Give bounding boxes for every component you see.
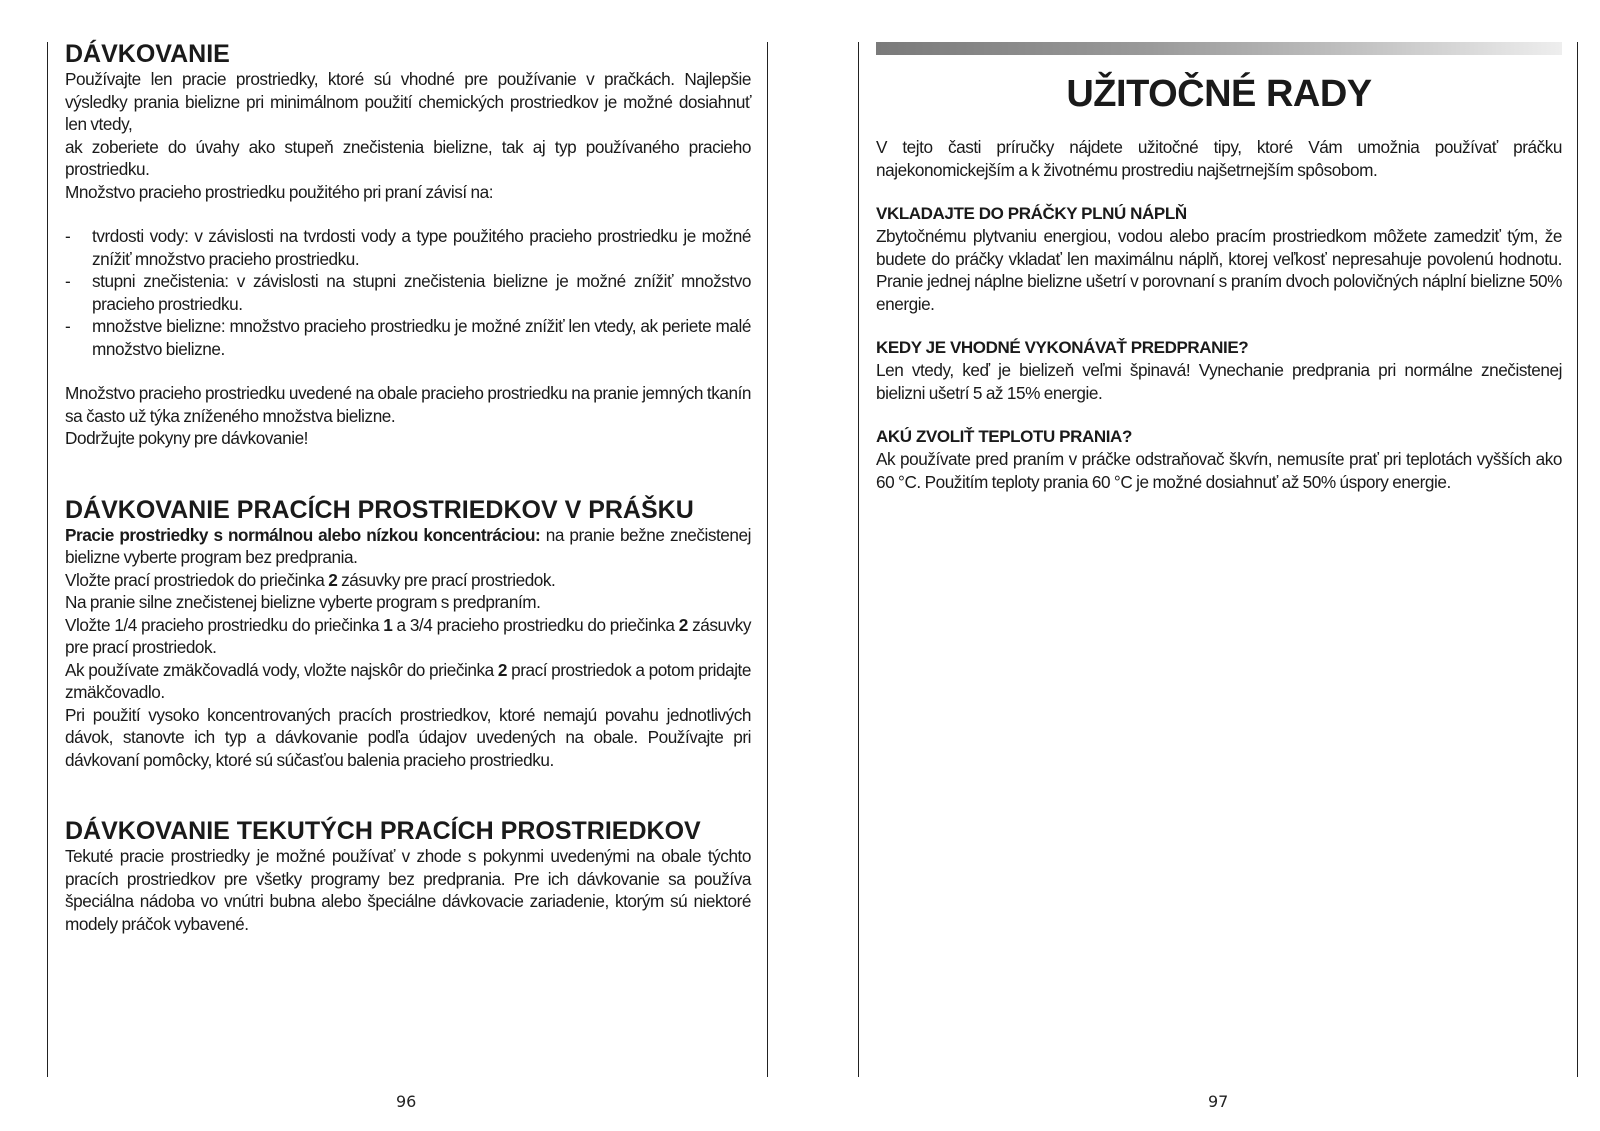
- paragraph: Pracie prostriedky s normálnou alebo nízkou koncentráciou: na pranie bežne znečistenej bielizne vyberte program bez predprania.: [65, 524, 751, 567]
- paragraph: ak zoberiete do úvahy ako stupeň znečistenia bielizne, tak aj typ používaného pracieho prostriedku.: [65, 136, 751, 179]
- left-page-right-rule: [767, 42, 768, 1077]
- right-page-right-rule: [1577, 42, 1578, 1077]
- list-item: - množstve bielizne: množstvo pracieho prostriedku je možné znížiť len vtedy, ak periete malé množstvo bielizne.: [65, 315, 751, 360]
- section-title-davkovanie: DÁVKOVANIE: [65, 40, 230, 68]
- bold-lead: Pracie prostriedky s normálnou alebo nízkou koncentráciou:: [65, 524, 541, 545]
- paragraph: Pri použití vysoko koncentrovaných pracích prostriedkov, ktoré nemajú povahu jednotlivých dávok, stanovte ich typ a dávkovanie podľa údajov uvedených na obale. Používajte pri dávkovaní pomôcky, ktoré sú súčasťou balenia pracieho prostriedku.: [65, 704, 751, 770]
- paragraph: Dodržujte pokyny pre dávkovanie!: [65, 428, 309, 448]
- tip-text: Len vtedy, keď je bielizeň veľmi špinavá! Vynechanie predprania pri normálne znečistenej bielizni ušetrí 5 až 15% energie.: [876, 360, 1562, 403]
- tip-text: Zbytočnému plytvaniu energiou, vodou alebo pracím prostriedkom môžete zamedziť tým, že budete do práčky vkladať len maximálnu náplň, ktorej veľkosť nepresahuje povolenú hodnotu. Pranie jednej náplne bielizne ušetrí v porovnaní s praním dvoch polovičných náplní bielizne 50% energie.: [876, 226, 1562, 314]
- page-number-left: 96: [396, 1092, 417, 1111]
- paragraph: Ak používate zmäkčovadlá vody, vložte najskôr do priečinka 2 prací prostriedok a potom pridajte zmäkčovadlo.: [65, 659, 751, 702]
- tip-heading: KEDY JE VHODNÉ VYKONÁVAŤ PREDPRANIE?: [876, 338, 1249, 357]
- list-item: - tvrdosti vody: v závislosti na tvrdosti vody a type použitého pracieho prostriedku je možné znížiť množstvo pracieho prostriedku.: [65, 225, 751, 270]
- left-page-content: [65, 40, 751, 935]
- intro-paragraph: V tejto časti príručky nájdete užitočné tipy, ktoré Vám umožnia používať práčku najekonomickejším a k životnému prostrediu najšetrnejším spôsobom.: [876, 137, 1562, 180]
- paragraph: Vložte 1/4 pracieho prostriedku do priečinka 1 a 3/4 pracieho prostriedku do priečinka 2 zásuvky pre prací prostriedok.: [65, 614, 751, 657]
- tip-heading: AKÚ ZVOLIŤ TEPLOTU PRANIA?: [876, 427, 1132, 446]
- paragraph: Na pranie silne znečistenej bielizne vyberte program s predpraním.: [65, 592, 541, 612]
- right-page-left-rule: [858, 42, 859, 1077]
- paragraph: Množstvo pracieho prostriedku použitého pri praní závisí na:: [65, 181, 494, 202]
- page-title: UŽITOČNÉ RADY: [1066, 73, 1372, 115]
- tip-heading: VKLADAJTE DO PRÁČKY PLNÚ NÁPLŇ: [876, 204, 1187, 223]
- page-number-right: 97: [1208, 1092, 1229, 1111]
- section-title-liquid: DÁVKOVANIE TEKUTÝCH PRACÍCH PROSTRIEDKOV: [65, 817, 701, 845]
- tip-text: Ak používate pred praním v práčke odstraňovač škvŕn, nemusíte prať pri teplotách vyšších ako 60 °C. Použitím teploty prania 60 °C je možné dosiahnuť až 50% úspory energie.: [876, 449, 1562, 492]
- dosage-factors-list: [65, 225, 751, 360]
- paragraph: Používajte len pracie prostriedky, ktoré sú vhodné pre používanie v pračkách. Najlepšie výsledky prania bielizne pri minimálnom použití chemických prostriedkov je možné dosiahnuť len vtedy,: [65, 69, 751, 134]
- right-page-content: [876, 42, 1562, 493]
- section-title-powder: DÁVKOVANIE PRACÍCH PROSTRIEDKOV V PRÁŠKU: [65, 495, 694, 524]
- left-page-left-rule: [47, 42, 48, 1077]
- list-item: - stupni znečistenia: v závislosti na stupni znečistenia bielizne je možné znížiť množstvo pracieho prostriedku.: [65, 270, 751, 315]
- paragraph: Množstvo pracieho prostriedku uvedené na obale pracieho prostriedku na pranie jemných tkanín sa často už týka zníženého množstva bielizne.: [65, 383, 751, 426]
- paragraph: Tekuté pracie prostriedky je možné používať v zhode s pokynmi uvedenými na obale týchto pracích prostriedkov pre všetky programy bez predprania. Pre ich dávkovanie sa používa špeciálna nádoba vo vnútri bubna alebo špeciálne dávkovacie zariadenie, ktorým sú niektoré modely práčok vybavené.: [65, 846, 751, 934]
- paragraph: Vložte prací prostriedok do priečinka 2 zásuvky pre prací prostriedok.: [65, 569, 556, 590]
- header-gradient-bar: [876, 42, 1562, 55]
